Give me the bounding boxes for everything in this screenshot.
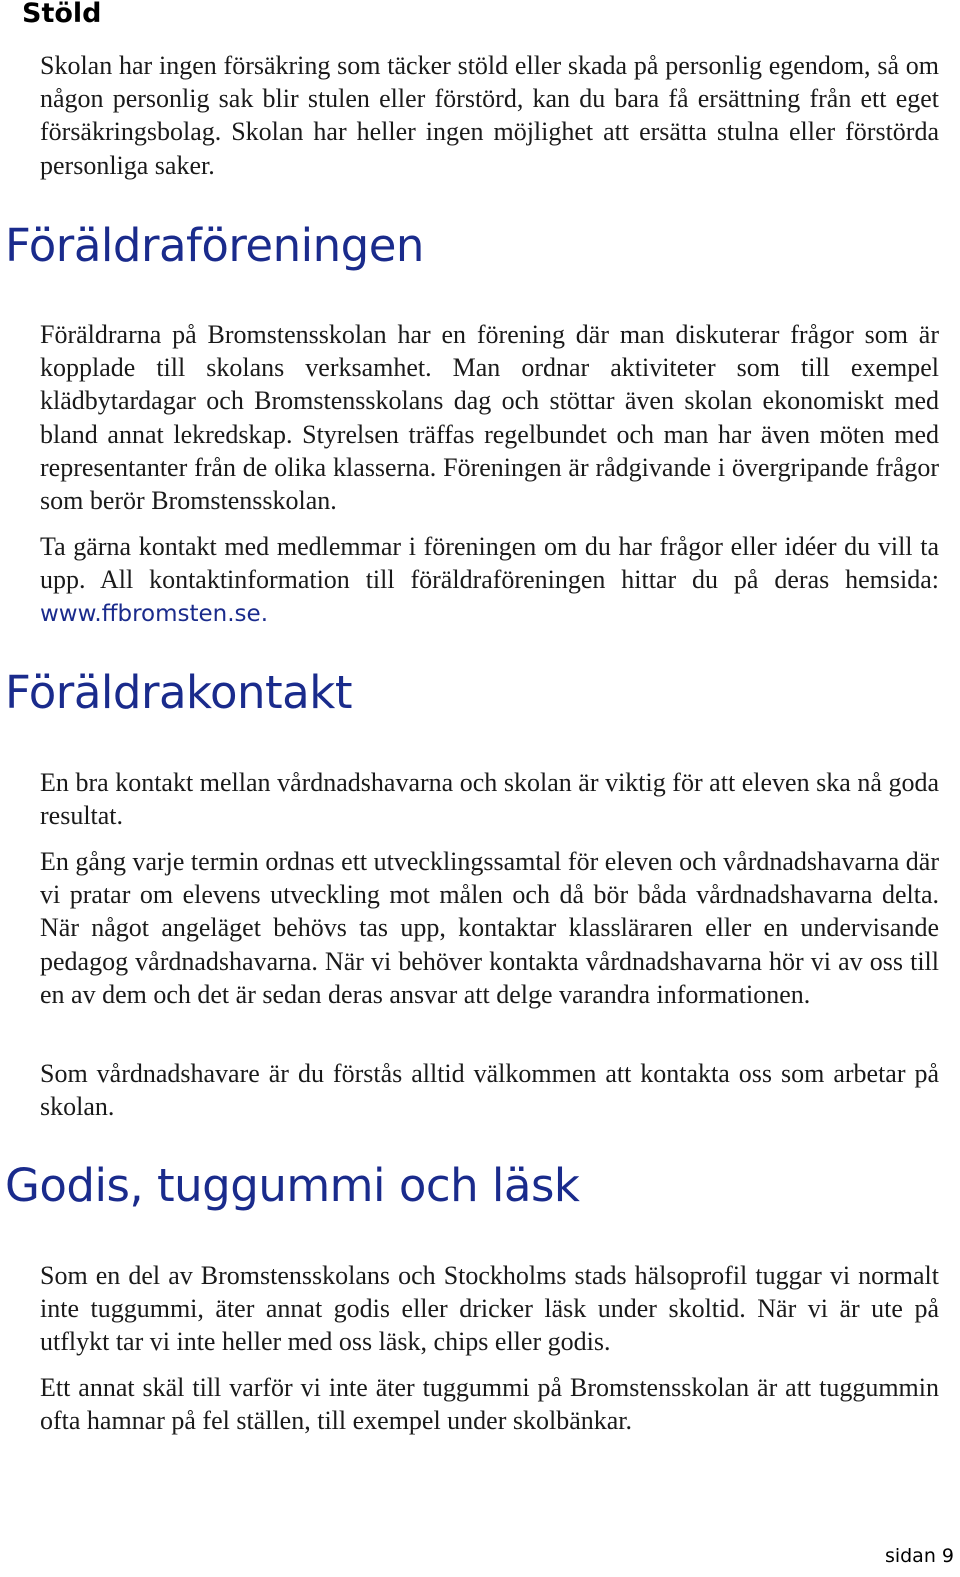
paragraph-godis-2: Ett annat skäl till varför vi inte äter tuggummi på Bromstensskolan är att tuggummin ofta hamnar på fel ställen, till exempel under skolbänkar. [40, 1373, 939, 1436]
page-number: sidan 9 [884, 1545, 954, 1567]
paragraph-stold: Skolan har ingen försäkring som täcker stöld eller skada på personlig egendom, så om någon personlig sak blir stulen eller förstörd, kan du bara få ersättning från ett eget försäkringsbolag. Skolan har heller ingen möjlighet att ersätta stulna eller förstörda personliga saker. [40, 51, 939, 180]
heading-godis: Godis, tuggummi och läsk [5, 1159, 580, 1212]
paragraph-godis-1: Som en del av Bromstensskolans och Stockholms stads hälsoprofil tuggar vi normalt inte tuggummi, äter annat godis eller dricker läsk under skoltid. När vi är ute på utflykt tar vi inte heller med oss läsk, chips eller godis. [40, 1261, 939, 1357]
paragraph-foraldrakontakt-2: En gång varje termin ordnas ett utvecklingssamtal för eleven och vårdnadshavarna där vi pratar om elevens utveckling mot målen och då bör båda vårdnadshavarna delta. När något angeläget behövs tas upp, kontaktar klassläraren eller en undervisande pedagog vårdnadshavarna. När vi behöver kontakta vårdnadshavarna hör vi av oss till en av dem och det är sedan deras ansvar att delge varandra informationen. [40, 847, 939, 1009]
heading-foraldrakontakt: Föräldrakontakt [5, 666, 352, 719]
heading-foraldraforeningen: Föräldraföreningen [5, 219, 424, 272]
paragraph-foraldrakontakt-1: En bra kontakt mellan vårdnadshavarna och skolan är viktig för att eleven ska nå goda resultat. [40, 768, 939, 831]
paragraph-foraldrakontakt-3: Som vårdnadshavare är du förstås alltid välkommen att kontakta oss som arbetar på skolan. [40, 1059, 939, 1122]
heading-stold: Stöld [22, 0, 102, 29]
link-trailing-period: . [260, 601, 268, 628]
contact-text: Ta gärna kontakt med medlemmar i föreningen om du har frågor eller idéer du vill ta upp. All kontaktinformation till föräldraföreningen hittar du på deras hemsida: [40, 532, 939, 595]
paragraph-foraldraforeningen-contact [40, 530, 939, 632]
paragraph-foraldraforeningen: Föräldrarna på Bromstensskolan har en förening där man diskuterar frågor som är kopplade till skolans verksamhet. Man ordnar aktiviteter som till exempel klädbytardagar och Bromstensskolans dag och stöttar även skolan ekonomiskt med bland annat lekredskap. Styrelsen träffas regelbundet och man har även möten med representanter från de olika klasserna. Föreningen är rådgivande i övergripande frågor som berör Bromstensskolan. [40, 320, 939, 516]
ffbromsten-link[interactable]: www.ffbromsten.se [40, 601, 261, 628]
